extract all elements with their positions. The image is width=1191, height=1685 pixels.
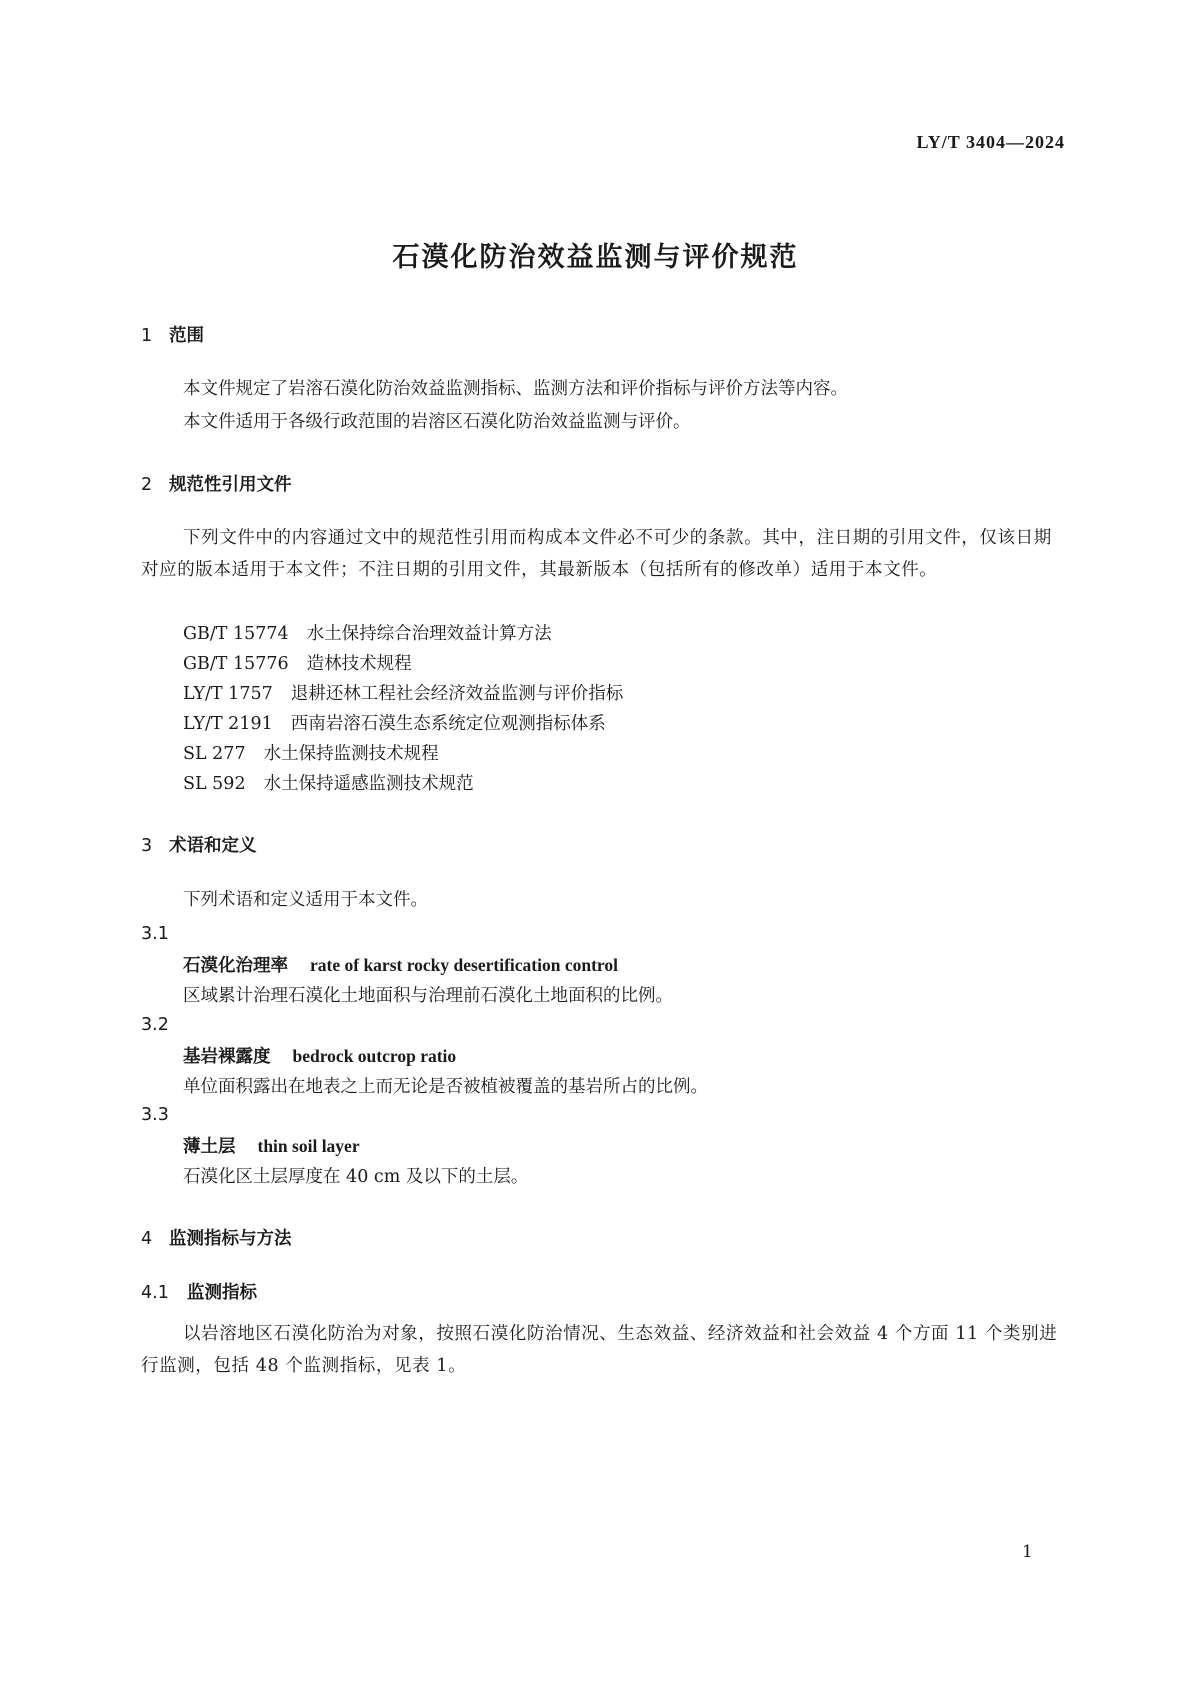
document-title: 石漠化防治效益监测与评价规范 [392,242,799,273]
section-title: 监测指标与方法 [169,1229,292,1249]
term-chinese: 基岩裸露度 [183,1047,271,1067]
section-number: 4 [141,1229,153,1249]
term-number: 3.2 [141,1015,169,1035]
term-definition: 石漠化区土层厚度在 40 cm 及以下的土层。 [183,1167,529,1187]
monitoring-paragraph: 以岩溶地区石漠化防治为对象，按照石漠化防治情况、生态效益、经济效益和社会效益 4 个方面 11 个类别进行监测，包括 48 个监测指标，见表 1。 [141,1324,1058,1376]
term-chinese: 石漠化治理率 [183,956,288,976]
page-number: 1 [1022,1542,1033,1562]
subsection-title: 监测指标 [187,1283,257,1303]
section-number: 2 [141,475,153,495]
terms-intro: 下列术语和定义适用于本文件。 [183,890,428,910]
term-english: rate of karst rocky desertification control [310,955,618,975]
reference-item [183,770,474,795]
term-chinese: 薄土层 [183,1137,236,1157]
reference-title: 水土保持监测技术规程 [263,744,439,764]
reference-title: 西南岩溶石漠生态系统定位观测指标体系 [290,714,606,734]
references-intro: 下列文件中的内容通过文中的规范性引用而构成本文件必不可少的条款。其中，注日期的引用文件，仅该日期对应的版本适用于本文件；不注日期的引用文件，其最新版本（包括所有的修改单）适用于本文件。 [141,528,1052,580]
term-english: thin soil layer [257,1136,360,1156]
reference-code: LY/T 1757 [183,684,273,704]
term-entry [183,1043,456,1068]
paragraph: 本文件适用于各级行政范围的岩溶区石漠化防治效益监测与评价。 [183,412,691,432]
term-number: 3.1 [141,924,169,944]
reference-item [183,620,552,645]
reference-item [183,680,623,705]
reference-code: GB/T 15776 [183,654,289,674]
term-definition: 单位面积露出在地表之上而无论是否被植被覆盖的基岩所占的比例。 [183,1077,708,1097]
reference-title: 造林技术规程 [306,654,412,674]
reference-title: 水土保持综合治理效益计算方法 [306,624,552,644]
term-number: 3.3 [141,1105,169,1125]
term-english: bedrock outcrop ratio [292,1046,457,1066]
standard-code: LY/T 3404—2024 [916,132,1065,152]
reference-item [183,650,412,675]
term-definition: 区域累计治理石漠化土地面积与治理前石漠化土地面积的比例。 [183,986,673,1006]
section-title: 范围 [169,326,204,346]
reference-code: GB/T 15774 [183,624,289,644]
subsection-number: 4.1 [141,1283,169,1303]
subsection-4-1-heading [141,1279,257,1304]
reference-title: 退耕还林工程社会经济效益监测与评价指标 [290,684,624,704]
term-entry [183,1133,360,1158]
reference-item [183,740,439,765]
paragraph: 本文件规定了岩溶石漠化防治效益监测指标、监测方法和评价指标与评价方法等内容。 [183,379,848,399]
section-3-heading [141,832,257,857]
section-number: 3 [141,836,153,856]
reference-item [183,710,606,735]
section-2-heading [141,471,292,496]
reference-code: SL 592 [183,774,246,794]
section-1-heading [141,322,204,347]
reference-code: SL 277 [183,744,246,764]
reference-title: 水土保持遥感监测技术规范 [263,774,474,794]
section-title: 规范性引用文件 [169,475,292,495]
term-entry [183,952,618,977]
reference-code: LY/T 2191 [183,714,273,734]
section-title: 术语和定义 [169,836,257,856]
section-4-heading [141,1225,292,1250]
section-number: 1 [141,326,153,346]
